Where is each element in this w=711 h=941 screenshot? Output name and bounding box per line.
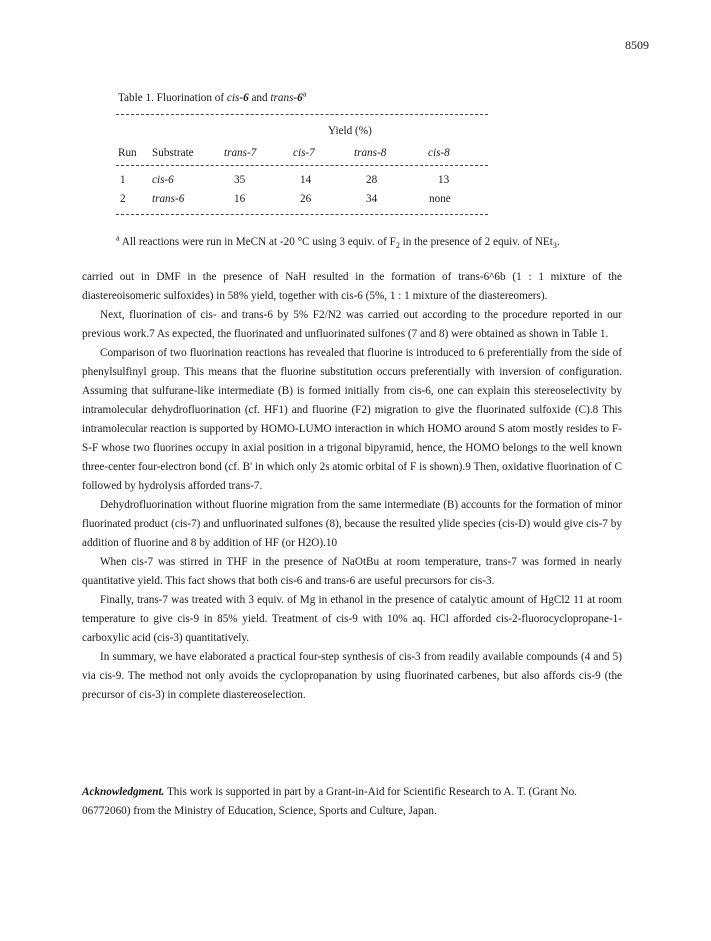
- acknowledgment: [82, 783, 622, 821]
- paragraph: Next, fluorination of cis- and trans-6 by 5% F2/N2 was carried out according to the procedure reported in our previous work.7 As expected, the fluorinated and unfluorinated sulfones (7 and 8) were obtained as shown in Table 1.: [82, 309, 622, 340]
- column-header-row: Run Substrate trans-7 cis-7 trans-8 cis-8: [118, 147, 450, 159]
- paragraph: Dehydrofluorination without fluorine migration from the same intermediate (B) accounts for the formation of minor fluorinated product (cis-7) and unfluorinated sulfones (8), because the resulted ylide species (cis-D) would give cis-7 by addition of fluorine and 8 by addition of HF (or H2O).10: [82, 499, 622, 549]
- paragraph: Comparison of two fluorination reactions has revealed that fluorine is introduced to 6 preferentially from the side of phenylsulfinyl group. This means that the fluorine substitution occurs preferentially with inversion of configuration. Assuming that sulfurane-like intermediate (B) is formed initially from cis-6, one can explain this stereoselectivity by intramolecular dehydrofluorination (cf. HF1) and fluorine (F2) migration to give the fluorinated sulfoxide (C).8 This intramolecular reaction is supported by HOMO-LUMO interaction in which HOMO around S atom mostly resides to F-S-F whose two fluorines occupy in axial position in a trigonal bipyramid, hence, the HOMO belongs to the well known three-center four-electron bond (cf. B' in which only 2s atomic orbital of F is shown).9 Then, oxidative fluorination of C followed by hydrolysis afforded trans-7.: [82, 347, 622, 492]
- body-text: [82, 268, 622, 705]
- yield-header: Yield (%): [328, 125, 372, 137]
- paragraph: When cis-7 was stirred in THF in the presence of NaOtBu at room temperature, trans-7 was formed in nearly quantitative yield. This fact shows that both cis-6 and trans-6 are useful precursors for cis-3.: [82, 556, 622, 587]
- table-footnote: $^a$ All reactions were run in MeCN at -20 °C using 3 equiv. of $F_2$ in the presence of 2 equiv. of NEt$_3$.: [116, 233, 560, 251]
- table-caption: Table 1. Fluorination of cis-6 and trans-6$^a$: [118, 89, 307, 104]
- paragraph: In summary, we have elaborated a practical four-step synthesis of cis-3 from readily available compounds (4 and 5) via cis-9. The method not only avoids the cyclopropanation by using fluorinated carbenes, but also affords cis-9 (the precursor of cis-3) in complete diastereoselection.: [82, 651, 622, 701]
- table-row: 1 cis-6 35 14 28 13: [120, 174, 450, 186]
- col-run: Run: [118, 147, 137, 159]
- paragraph: carried out in DMF in the presence of NaH resulted in the formation of trans-6^6b (1 : 1 mixture of the diastereoisomeric sulfoxides) in 58% yield, together with cis-6 (5%, 1 : 1 mixture of the diastereomers).: [82, 271, 622, 302]
- col-substrate: Substrate: [152, 147, 194, 159]
- ack-text: This work is supported in part by a Grant-in-Aid for Scientific Research to A. T. (Grant No. 06772060) from the Ministry of Education, Science, Sports and Culture, Japan.: [82, 786, 577, 817]
- table-rule-mid: [116, 165, 488, 166]
- ack-heading: Acknowledgment.: [82, 786, 165, 798]
- page-number: 8509: [625, 38, 649, 52]
- paragraph: Finally, trans-7 was treated with 3 equiv. of Mg in ethanol in the presence of catalytic amount of HgCl2 11 at room temperature to give cis-9 in 85% yield. Treatment of cis-9 with 10% aq. HCl afforded cis-2-fluorocyclopropane-1-carboxylic acid (cis-3) quantitatively.: [82, 594, 622, 644]
- table-row: 2 trans-6 16 26 34 none: [120, 193, 451, 205]
- table-rule-bottom: [116, 214, 488, 215]
- table-1: [116, 89, 488, 215]
